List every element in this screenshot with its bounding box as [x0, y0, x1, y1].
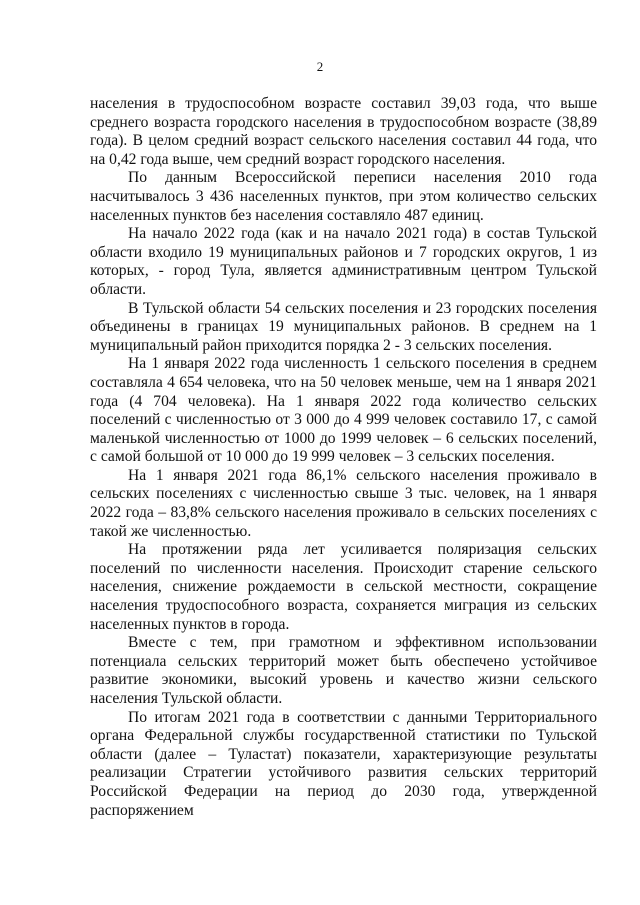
paragraph: населения в трудоспособном возрасте составил 39,03 года, что выше среднего возраста городского населения в трудоспособном возрасте (38,89 года). В целом средний возраст сельского населения составил 44 года, что на 0,42 года выше, чем средний возраст городского населения. — [90, 95, 597, 168]
paragraph: На 1 января 2022 года численность 1 сельского поселения в среднем составляла 4 654 человека, что на 50 человек меньше, чем на 1 января 2021 года (4 704 человека). На 1 января 2022 года количество сельских поселений с численностью от 3 000 до 4 999 человек составило 17, с самой маленькой численностью от 1000 до 1999 человек – 6 сельских поселений, с самой большой от 10 000 до 19 999 человек – 3 сельских поселения. — [90, 355, 597, 466]
paragraph: Вместе с тем, при грамотном и эффективном использовании потенциала сельских территорий может быть обеспечено устойчивое развитие экономики, высокий уровень и качество жизни сельского населения Тульской области. — [90, 634, 597, 707]
page-number: 2 — [316, 59, 324, 74]
paragraph: На начало 2022 года (как и на начало 2021 года) в состав Тульской области входило 19 муниципальных районов и 7 городских округов, 1 из которых, - город Тула, является административным центром Тульской области. — [90, 225, 597, 298]
paragraph: В Тульской области 54 сельских поселения и 23 городских поселения объединены в границах 19 муниципальных районов. В среднем на 1 муниципальный район приходится порядка 2 - 3 сельских поселения. — [90, 299, 597, 354]
paragraph: На 1 января 2021 года 86,1% сельского населения проживало в сельских поселениях с численностью свыше 3 тыс. человек, на 1 января 2022 года – 83,8% сельского населения проживало в сельских поселениях с такой же численностью. — [90, 466, 597, 540]
document-body — [90, 95, 597, 820]
paragraph: На протяжении ряда лет усиливается поляризация сельских поселений по численности населения. Происходит старение сельского населения, снижение рождаемости в сельской местности, сокращение населения трудоспособного возраста, сохраняется миграция из сельских населенных пунктов в города. — [90, 541, 597, 633]
paragraph: По данным Всероссийской переписи населения 2010 года насчитывалось 3 436 населенных пунктов, при этом количество сельских населенных пунктов без населения составляло 487 единиц. — [90, 169, 597, 224]
paragraph: По итогам 2021 года в соответствии с данными Территориального органа Федеральной службы государственной статистики по Тульской области (далее – Туластат) показатели, характеризующие результаты реализации Стратегии устойчивого развития сельских территорий Российской Федерации на период до 2030 года, утвержденной распоряжением — [90, 708, 597, 819]
